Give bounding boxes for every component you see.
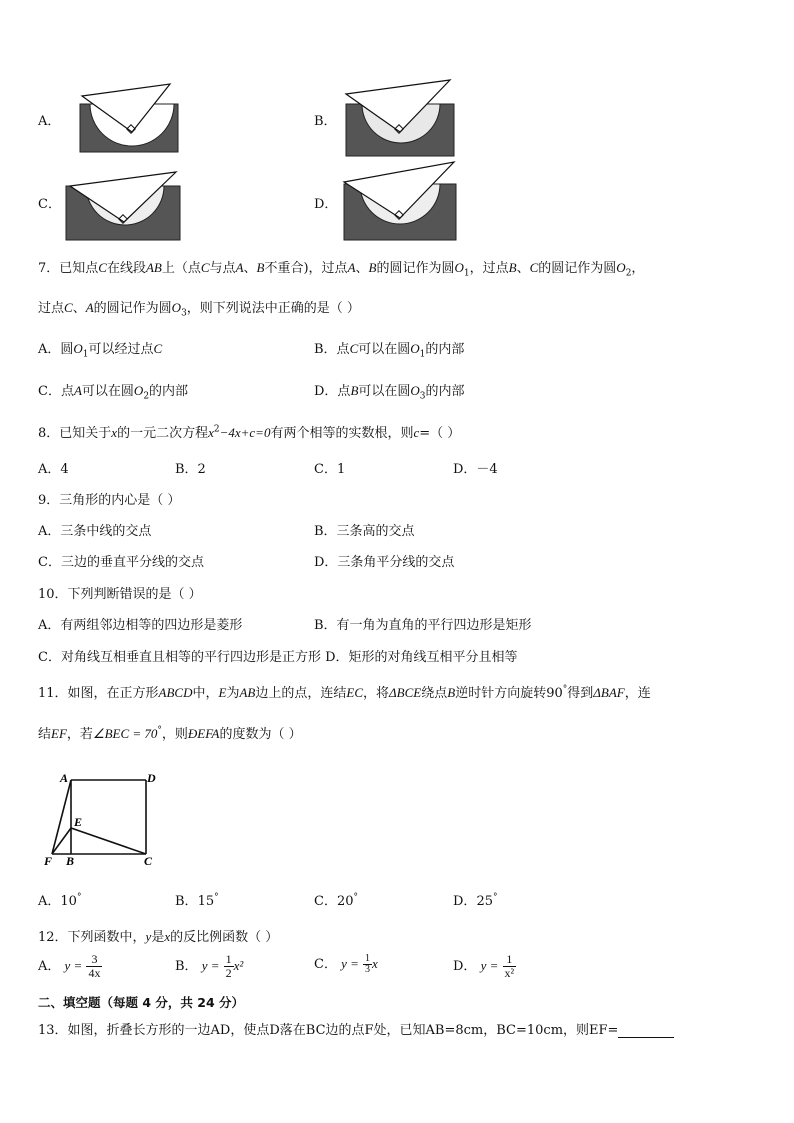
q11-label-c: C <box>144 854 153 868</box>
q12-d-fraction: $\frac{1}{\text{x²}}$ <box>504 952 515 980</box>
q9-option-d: D．三条角平分线的交点 <box>314 555 455 570</box>
q11-option-b: B．15° <box>175 892 219 909</box>
q6-option-c-label: C． <box>38 197 61 212</box>
q10-stem: 10．下列判断错误的是（ ） <box>38 587 202 602</box>
q11-label-a: A <box>60 771 69 785</box>
q10-option-b: B．有一角为直角的平行四边形是矩形 <box>314 618 532 633</box>
q6-figure-b <box>344 78 458 158</box>
q13-answer-blank[interactable] <box>618 1025 674 1038</box>
q7-stem-line1: 7．已知点C在线段AB上（点C与点A、B不重合)，过点A、B的圆记作为圆$O_1$，过点B、C的圆记作为圆$O_2$， <box>38 260 645 279</box>
q8-option-c: C．1 <box>314 462 346 477</box>
q6-option-b-label: B． <box>314 114 337 129</box>
q7-option-c: C．点A可以在圆$O_2$的内部 <box>38 383 189 402</box>
q8-option-b: B．2 <box>175 462 206 477</box>
q11-stem-line2: 结EF，若∠BEC = 70°，则ÐEFA的度数为（ ） <box>38 725 302 742</box>
q8-stem: 8．已知关于x的一元二次方程$x^2-4x+c=0$有两个相等的实数根，则c=（ ） <box>38 424 461 441</box>
q11-option-c: C．20° <box>314 892 358 909</box>
q7-option-a: A．圆$O_1$可以经过点C <box>38 341 163 360</box>
q10-option-a: A．有两组邻边相等的四边形是菱形 <box>38 618 243 633</box>
q9-option-c: C．三边的垂直平分线的交点 <box>38 555 204 570</box>
q12-option-b: B． y = $\frac{1}{2}$ x² <box>175 952 244 980</box>
q6-figure-d <box>342 160 458 242</box>
q11-label-e: E <box>74 815 83 829</box>
q12-a-fraction: $\frac{3}{4x}$ <box>88 952 101 980</box>
q12-c-fraction: $\frac{1}{3}$ <box>365 953 371 975</box>
q9-option-a: A．三条中线的交点 <box>38 524 152 539</box>
q12-option-d: D． y = $\frac{1}{\text{x²}}$ <box>453 952 515 980</box>
q8-option-d: D．－4 <box>453 462 498 477</box>
q12-stem: 12．下列函数中，y是x的反比例函数（ ） <box>38 929 279 945</box>
q11-stem-line1: 11．如图，在正方形ABCD中，E为AB边上的点，连结EC，将ΔBCE绕点B逆时针方向旋转90°得到ΔBAF，连 <box>38 684 651 701</box>
q7-option-b: B．点C可以在圆$O_1$的内部 <box>314 341 465 360</box>
q11-option-d: D．25° <box>453 892 498 909</box>
q6-option-d-label: D． <box>314 197 338 212</box>
q11-label-d: D <box>147 771 156 785</box>
q10-option-cd: C．对角线互相垂直且相等的平行四边形是正方形 D．矩形的对角线互相平分且相等 <box>38 650 518 665</box>
q6-figure-c <box>64 166 184 242</box>
q6-option-a-label: A． <box>38 114 61 129</box>
q9-stem: 9．三角形的内心是（ ） <box>38 493 181 508</box>
q6-figure-a <box>78 80 182 154</box>
q11-label-f: F <box>44 854 53 868</box>
q12-option-a: A． y = $\frac{3}{4x}$ <box>38 952 101 980</box>
section-2-title: 二、填空题（每题 4 分，共 24 分） <box>38 995 245 1010</box>
q11-option-a: A．10° <box>38 892 82 909</box>
q9-option-b: B．三条高的交点 <box>314 524 415 539</box>
q7-stem-line2: 过点C、A的圆记作为圆$O_3$，则下列说法中正确的是（ ） <box>38 300 360 319</box>
q11-label-b: B <box>66 854 75 868</box>
q11-figure <box>40 766 165 868</box>
q12-option-c: C． y = $\frac{1}{3}$ x <box>314 953 378 975</box>
q13-stem: 13．如图，折叠长方形的一边AD，使点D落在BC边的点F处，已知AB=8cm，BC=10cm，则EF= <box>38 1019 674 1038</box>
q8-option-a: A．4 <box>38 462 69 477</box>
q12-b-fraction: $\frac{1}{2}$ <box>225 952 232 980</box>
q7-option-d: D．点B可以在圆$O_3$的内部 <box>314 383 465 402</box>
